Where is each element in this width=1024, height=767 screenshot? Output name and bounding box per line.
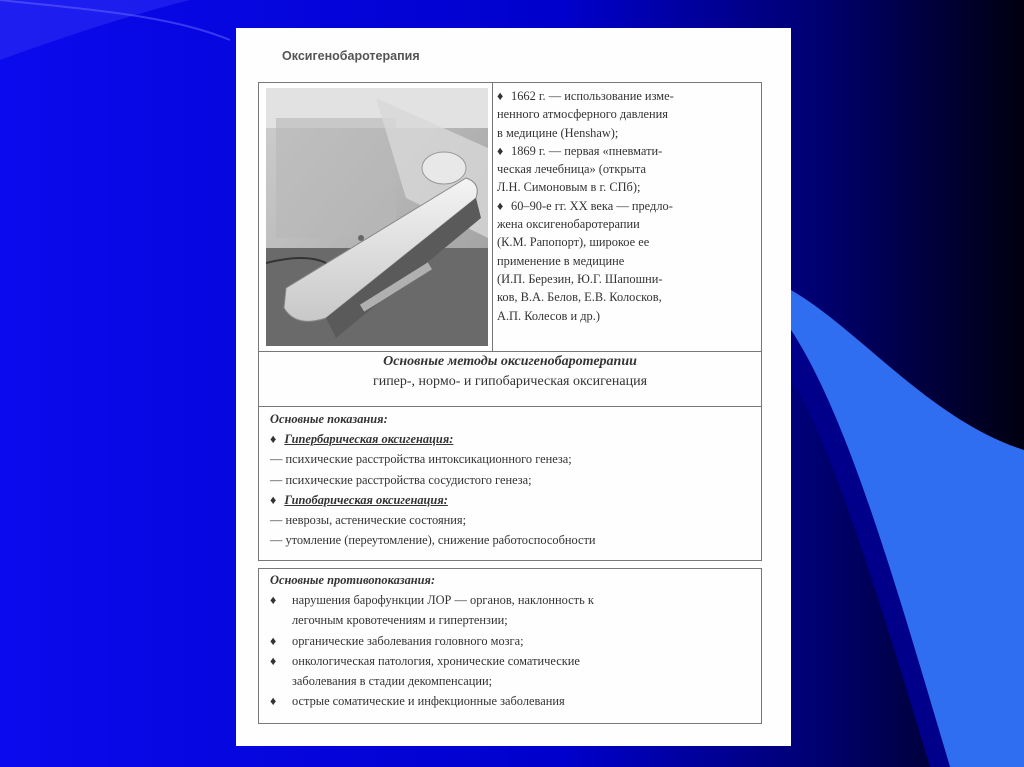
diamond-bullet-icon: ♦	[497, 89, 504, 103]
diamond-bullet-icon: ♦	[270, 653, 277, 668]
diamond-bullet-icon: ♦	[497, 198, 504, 213]
contraindication-item: ♦ нарушения барофункции ЛОР — органов, наклонность к	[270, 590, 760, 610]
history-line: (И.П. Березин, Ю.Г. Шапошни-	[497, 271, 663, 286]
contraindications-section	[270, 570, 760, 711]
history-line: Л.Н. Симоновым в г. СПб);	[497, 180, 641, 195]
history-line: ков, В.А. Белов, Е.В. Колосков,	[497, 290, 662, 305]
history-item: ♦ 1662 г. — использование изме-	[497, 87, 762, 105]
diamond-bullet-icon: ♦	[270, 593, 277, 608]
indication-item: — неврозы, астенические состояния;	[270, 513, 467, 528]
history-line: применение в медицине	[497, 253, 625, 268]
indication-item: — психические расстройства сосудистого генеза;	[270, 472, 532, 487]
indication-item: — психические расстройства интоксикационного генеза;	[270, 452, 572, 467]
contraindications-heading: Основные противопоказания:	[270, 573, 436, 587]
methods-section	[258, 352, 762, 392]
diamond-bullet-icon: ♦	[270, 694, 277, 709]
hyper-subheading: ♦ Гипербарическая оксигенация:	[270, 432, 454, 447]
indications-section	[270, 409, 760, 550]
history-line: ческая лечебница» (открыта	[497, 162, 646, 177]
diamond-bullet-icon: ♦	[270, 492, 277, 507]
history-item: ♦ 1869 г. — первая «пневмати-	[497, 142, 762, 160]
history-line: жена оксигенобаротерапии	[497, 217, 640, 232]
history-line: (К.М. Рапопорт), широкое ее	[497, 235, 650, 250]
diamond-bullet-icon: ♦	[270, 633, 277, 648]
hyperbaric-chamber-photo	[266, 88, 488, 346]
methods-heading: Основные методы оксигенобаротерапии	[383, 354, 637, 369]
history-line: А.П. Колесов и др.)	[497, 308, 600, 323]
diamond-bullet-icon: ♦	[497, 143, 504, 158]
hypo-subheading: ♦ Гипобарическая оксигенация:	[270, 492, 448, 507]
contraindication-line: легочным кровотечениям и гипертензии;	[292, 613, 508, 628]
diamond-bullet-icon: ♦	[270, 432, 277, 447]
history-line: в медицине (Henshaw);	[497, 125, 619, 140]
contraindication-item: ♦ онкологическая патология, хронические соматические	[270, 651, 760, 671]
methods-subtitle: гипер-, нормо- и гипобарическая оксигенация	[372, 374, 648, 389]
page-title: Оксигенобаротерапия	[282, 49, 420, 63]
contraindication-item: ♦ острые соматические и инфекционные заболевания	[270, 691, 760, 711]
history-line: ненного атмосферного давления	[497, 107, 668, 122]
contraindication-item: ♦ органические заболевания головного мозга;	[270, 631, 760, 651]
history-list	[497, 87, 762, 325]
indications-heading: Основные показания:	[270, 412, 388, 426]
history-item: ♦ 60–90-е гг. XX века — предло-	[497, 197, 762, 215]
indication-item: — утомление (переутомление), снижение работоспособности	[270, 533, 596, 548]
contraindication-line: заболевания в стадии декомпенсации;	[292, 674, 493, 689]
photo-divider	[492, 82, 493, 352]
